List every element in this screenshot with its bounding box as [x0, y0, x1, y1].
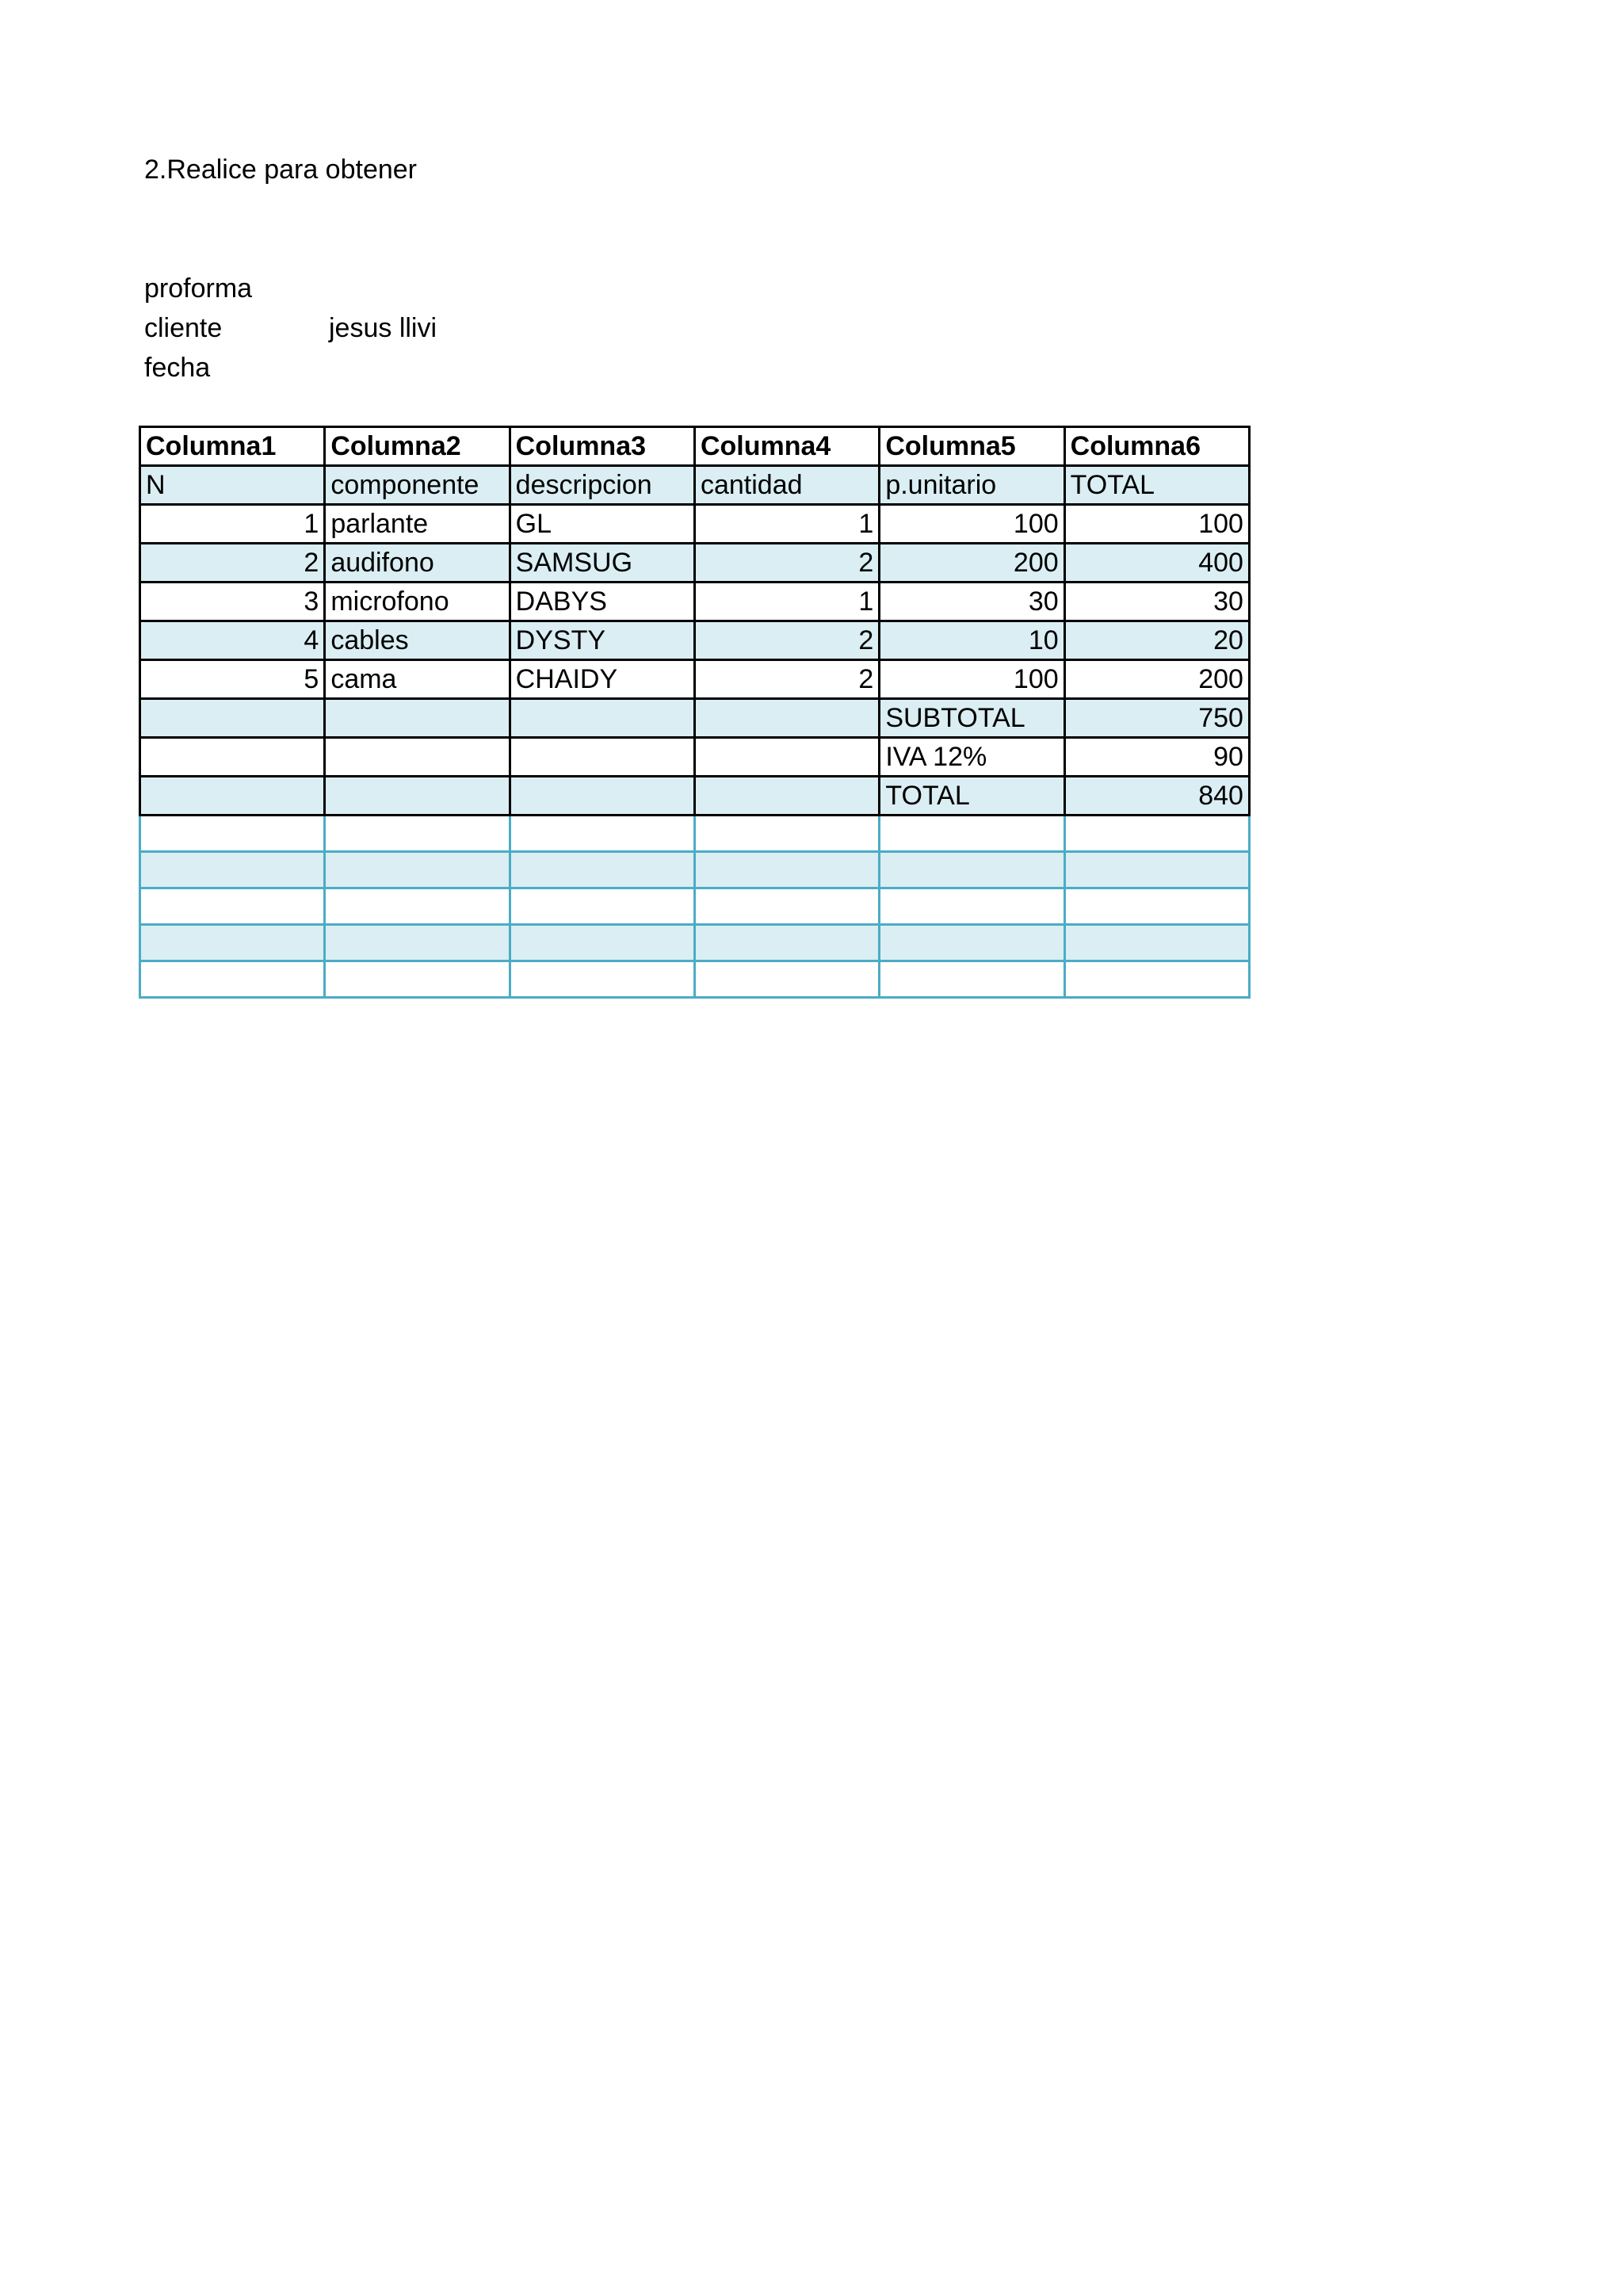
cell-componente[interactable]: microfono	[325, 583, 510, 621]
empty-cell[interactable]	[880, 816, 1064, 852]
cell-p-unitario[interactable]: 10	[880, 621, 1064, 660]
empty-row	[140, 961, 1250, 998]
empty-cell[interactable]	[325, 738, 510, 777]
cell-cantidad[interactable]: 1	[694, 505, 879, 544]
empty-cell[interactable]	[694, 961, 879, 998]
empty-cell[interactable]	[1064, 816, 1249, 852]
cell-cantidad[interactable]: 1	[694, 583, 879, 621]
empty-cell[interactable]	[140, 961, 325, 998]
empty-cell[interactable]	[880, 961, 1064, 998]
table-row	[140, 505, 1250, 544]
empty-cell[interactable]	[694, 816, 879, 852]
empty-cell[interactable]	[510, 925, 694, 961]
summary-value[interactable]: 750	[1064, 699, 1249, 738]
cliente-label: cliente	[144, 313, 223, 343]
empty-row	[140, 925, 1250, 961]
empty-cell[interactable]	[140, 777, 325, 816]
cell-n[interactable]: 4	[140, 621, 325, 660]
cell-n[interactable]: 1	[140, 505, 325, 544]
empty-cell[interactable]	[140, 925, 325, 961]
proforma-label: proforma	[144, 273, 253, 304]
cell-componente[interactable]: cama	[325, 660, 510, 699]
header-cell[interactable]: Columna5	[880, 427, 1064, 466]
summary-label[interactable]: TOTAL	[880, 777, 1064, 816]
cell-cantidad[interactable]: 2	[694, 660, 879, 699]
subheader-cell[interactable]: p.unitario	[880, 466, 1064, 505]
empty-row	[140, 852, 1250, 888]
empty-cell[interactable]	[1064, 888, 1249, 925]
empty-cell[interactable]	[694, 925, 879, 961]
empty-cell[interactable]	[140, 738, 325, 777]
cell-componente[interactable]: audifono	[325, 544, 510, 583]
empty-cell[interactable]	[510, 699, 694, 738]
header-cell[interactable]: Columna4	[694, 427, 879, 466]
empty-cell[interactable]	[140, 852, 325, 888]
cliente-value: jesus llivi	[329, 313, 437, 343]
empty-cell[interactable]	[694, 738, 879, 777]
empty-cell[interactable]	[880, 852, 1064, 888]
empty-cell[interactable]	[325, 816, 510, 852]
cell-p-unitario[interactable]: 30	[880, 583, 1064, 621]
header-cell[interactable]: Columna6	[1064, 427, 1249, 466]
empty-cell[interactable]	[325, 777, 510, 816]
empty-cell[interactable]	[325, 888, 510, 925]
empty-cell[interactable]	[694, 699, 879, 738]
summary-value[interactable]: 90	[1064, 738, 1249, 777]
iva-row	[140, 738, 1250, 777]
empty-cell[interactable]	[510, 816, 694, 852]
subheader-cell[interactable]: TOTAL	[1064, 466, 1249, 505]
cell-total[interactable]: 20	[1064, 621, 1249, 660]
summary-label[interactable]: IVA 12%	[880, 738, 1064, 777]
document-title: 2.Realice para obtener	[144, 155, 418, 185]
empty-cell[interactable]	[1064, 961, 1249, 998]
empty-cell[interactable]	[694, 777, 879, 816]
empty-cell[interactable]	[510, 852, 694, 888]
empty-cell[interactable]	[510, 738, 694, 777]
cell-total[interactable]: 100	[1064, 505, 1249, 544]
header-cell[interactable]: Columna2	[325, 427, 510, 466]
empty-cell[interactable]	[140, 888, 325, 925]
table-subheader-row	[140, 466, 1250, 505]
cell-total[interactable]: 200	[1064, 660, 1249, 699]
empty-cell[interactable]	[325, 961, 510, 998]
header-cell[interactable]: Columna3	[510, 427, 694, 466]
summary-value[interactable]: 840	[1064, 777, 1249, 816]
summary-label[interactable]: SUBTOTAL	[880, 699, 1064, 738]
cell-p-unitario[interactable]: 100	[880, 660, 1064, 699]
cell-descripcion[interactable]: SAMSUG	[510, 544, 694, 583]
cell-n[interactable]: 5	[140, 660, 325, 699]
cell-cantidad[interactable]: 2	[694, 544, 879, 583]
empty-cell[interactable]	[880, 888, 1064, 925]
cell-n[interactable]: 2	[140, 544, 325, 583]
subheader-cell[interactable]: descripcion	[510, 466, 694, 505]
subheader-cell[interactable]: N	[140, 466, 325, 505]
cell-total[interactable]: 30	[1064, 583, 1249, 621]
empty-cell[interactable]	[325, 852, 510, 888]
cell-descripcion[interactable]: GL	[510, 505, 694, 544]
table-row	[140, 583, 1250, 621]
cell-descripcion[interactable]: DABYS	[510, 583, 694, 621]
empty-cell[interactable]	[325, 699, 510, 738]
proforma-table	[139, 426, 1251, 999]
cell-n[interactable]: 3	[140, 583, 325, 621]
empty-cell[interactable]	[694, 852, 879, 888]
cell-total[interactable]: 400	[1064, 544, 1249, 583]
empty-cell[interactable]	[510, 888, 694, 925]
table-row	[140, 621, 1250, 660]
cell-descripcion[interactable]: CHAIDY	[510, 660, 694, 699]
header-cell[interactable]: Columna1	[140, 427, 325, 466]
subheader-cell[interactable]: componente	[325, 466, 510, 505]
empty-row	[140, 888, 1250, 925]
empty-cell[interactable]	[1064, 852, 1249, 888]
empty-cell[interactable]	[510, 777, 694, 816]
fecha-label: fecha	[144, 353, 211, 383]
cell-componente[interactable]: cables	[325, 621, 510, 660]
empty-cell[interactable]	[325, 925, 510, 961]
cell-componente[interactable]: parlante	[325, 505, 510, 544]
empty-cell[interactable]	[140, 816, 325, 852]
cell-p-unitario[interactable]: 200	[880, 544, 1064, 583]
table-header-row	[140, 427, 1250, 466]
subheader-cell[interactable]: cantidad	[694, 466, 879, 505]
cell-descripcion[interactable]: DYSTY	[510, 621, 694, 660]
cell-cantidad[interactable]: 2	[694, 621, 879, 660]
empty-row	[140, 816, 1250, 852]
total-row	[140, 777, 1250, 816]
empty-cell[interactable]	[694, 888, 879, 925]
table-row	[140, 660, 1250, 699]
empty-cell[interactable]	[880, 925, 1064, 961]
empty-cell[interactable]	[140, 699, 325, 738]
cell-p-unitario[interactable]: 100	[880, 505, 1064, 544]
empty-cell[interactable]	[510, 961, 694, 998]
table-row	[140, 544, 1250, 583]
subtotal-row	[140, 699, 1250, 738]
empty-cell[interactable]	[1064, 925, 1249, 961]
